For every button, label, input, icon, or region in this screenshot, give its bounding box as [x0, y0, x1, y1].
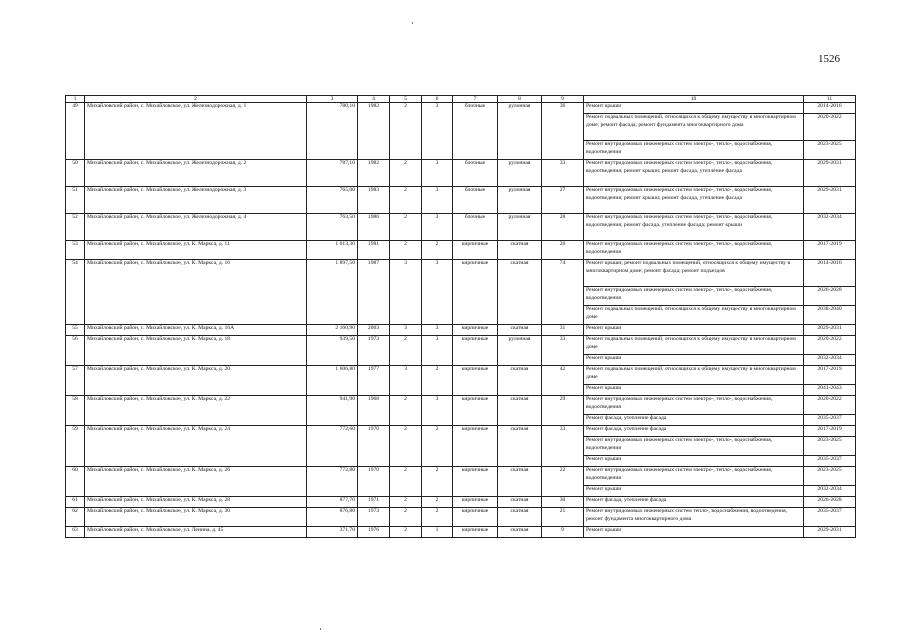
work-period-cell: 2038-2040	[804, 306, 856, 325]
floors-cell: 2	[390, 426, 422, 467]
work-period-cell: 2032-2034	[804, 214, 856, 241]
column-header: 9	[542, 96, 584, 103]
area-cell: 876,80	[307, 508, 358, 527]
year-cell: 1970	[358, 467, 390, 497]
work-period-cell: 2041-2043	[804, 385, 856, 396]
flats-cell: 21	[542, 508, 584, 527]
area-cell: 772,80	[307, 467, 358, 497]
page-number: 1526	[818, 53, 840, 65]
work-period-cell: 2032-2034	[804, 355, 856, 366]
column-header: 6	[422, 96, 453, 103]
address-cell: Михайловский район, с. Михайловское, ул. Железнодорожная, д. 3	[85, 187, 307, 214]
entrances-cell: 2	[422, 426, 453, 467]
wall-material-cell: кирпичные	[453, 508, 498, 527]
area-cell: 787,10	[307, 160, 358, 187]
work-type-cell: Ремонт крыши	[584, 456, 804, 467]
row-number-cell: 63	[66, 527, 85, 538]
wall-material-cell: кирпичные	[453, 366, 498, 396]
entrances-cell: 1	[422, 527, 453, 538]
address-cell: Михайловский район, с. Михайловское, ул. К. Маркса, д. 30	[85, 508, 307, 527]
row-number-cell: 55	[66, 325, 85, 336]
year-cell: 1982	[358, 103, 390, 160]
work-type-cell: Ремонт внутридомовых инженерных систем электро-, тепло-, водоснабжения, водоотведения; ремонт крыши; ремонт фасада, утепление фасада	[584, 187, 804, 214]
wall-material-cell: кирпичные	[453, 467, 498, 497]
area-cell: 877,70	[307, 497, 358, 508]
row-number-cell: 59	[66, 426, 85, 467]
table-row	[66, 467, 856, 486]
work-period-cell: 2020-2022	[804, 336, 856, 355]
floors-cell: 2	[390, 396, 422, 426]
column-header: 10	[584, 96, 804, 103]
work-period-cell: 2029-2031	[804, 187, 856, 214]
area-cell: 780,10	[307, 103, 358, 160]
roof-type-cell: рулонная	[498, 160, 542, 187]
work-period-cell: 2017-2019	[804, 426, 856, 437]
area-cell: 941,90	[307, 396, 358, 426]
flats-cell: 30	[542, 497, 584, 508]
table-row	[66, 260, 856, 287]
roof-type-cell: скатная	[498, 260, 542, 325]
year-cell: 1977	[358, 366, 390, 396]
area-cell: 2 160,90	[307, 325, 358, 336]
wall-material-cell: блочные	[453, 160, 498, 187]
floors-cell: 2	[390, 241, 422, 260]
table-row	[66, 527, 856, 538]
flats-cell: 31	[542, 325, 584, 336]
row-number-cell: 54	[66, 260, 85, 325]
year-cell: 1987	[358, 260, 390, 325]
roof-type-cell: рулонная	[498, 187, 542, 214]
work-type-cell: Ремонт внутридомовых инженерных систем электро-, тепло-, водоснабжения, водоотведения	[584, 467, 804, 486]
wall-material-cell: кирпичные	[453, 497, 498, 508]
column-header: 5	[390, 96, 422, 103]
row-number-cell: 52	[66, 214, 85, 241]
floors-cell: 2	[390, 187, 422, 214]
entrances-cell: 2	[422, 366, 453, 396]
roof-type-cell: скатная	[498, 527, 542, 538]
table-row	[66, 187, 856, 214]
wall-material-cell: блочные	[453, 103, 498, 160]
work-type-cell: Ремонт внутридомовых инженерных систем тепло-, водоснабжения, водоотведения, ремонт фундамента многоквартирного дома	[584, 508, 804, 527]
address-cell: Михайловский район, с. Михайловское, ул. К. Маркса, д. 28	[85, 497, 307, 508]
area-cell: 1 606,80	[307, 366, 358, 396]
flats-cell: 33	[542, 426, 584, 467]
roof-type-cell: скатная	[498, 497, 542, 508]
work-period-cell: 2026-2028	[804, 497, 856, 508]
wall-material-cell: кирпичные	[453, 426, 498, 467]
year-cell: 1973	[358, 336, 390, 366]
wall-material-cell: кирпичные	[453, 325, 498, 336]
flats-cell: 27	[542, 187, 584, 214]
entrances-cell: 3	[422, 160, 453, 187]
table-row	[66, 160, 856, 187]
roof-type-cell: скатная	[498, 396, 542, 426]
work-period-cell: 2020-2022	[804, 396, 856, 415]
work-type-cell: Ремонт подвальных помещений, относящихся к общему имуществу в многоквартирном доме	[584, 336, 804, 355]
work-type-cell: Ремонт крыши	[584, 486, 804, 497]
flats-cell: 29	[542, 396, 584, 426]
table-row	[66, 103, 856, 114]
work-period-cell: 2035-2037	[804, 415, 856, 426]
address-cell: Михайловский район, с. Михайловское, ул. Железнодорожная, д. 4	[85, 214, 307, 241]
work-type-cell: Ремонт фасада, утепление фасада	[584, 426, 804, 437]
entrances-cell: 3	[422, 336, 453, 366]
wall-material-cell: кирпичные	[453, 260, 498, 325]
wall-material-cell: блочные	[453, 214, 498, 241]
table-row	[66, 426, 856, 437]
entrances-cell: 2	[422, 497, 453, 508]
area-cell: 765,00	[307, 187, 358, 214]
roof-type-cell: скатная	[498, 467, 542, 497]
entrances-cell: 3	[422, 325, 453, 336]
work-period-cell: 2029-2031	[804, 325, 856, 336]
year-cell: 1982	[358, 160, 390, 187]
work-period-cell: 2014-2016	[804, 103, 856, 114]
row-number-cell: 51	[66, 187, 85, 214]
address-cell: Михайловский район, с. Михайловское, ул. К. Маркса, д. 16А	[85, 325, 307, 336]
work-type-cell: Ремонт внутридомовых инженерных систем электро-, тепло-, водоснабжения, водоотведения; ремонт крыши; ремонт фасада, утепление фасада	[584, 160, 804, 187]
column-header: 3	[307, 96, 358, 103]
address-cell: Михайловский район, с. Михайловское, ул. К. Маркса, д. 20	[85, 366, 307, 396]
flats-cell: 33	[542, 336, 584, 366]
work-period-cell: 2035-2037	[804, 456, 856, 467]
repair-schedule-table	[65, 95, 856, 538]
work-period-cell: 2017-2019	[804, 366, 856, 385]
column-header: 4	[358, 96, 390, 103]
floors-cell: 2	[390, 103, 422, 160]
work-period-cell: 2020-2022	[804, 114, 856, 141]
roof-type-cell: скатная	[498, 241, 542, 260]
row-number-cell: 50	[66, 160, 85, 187]
year-cell: 1983	[358, 187, 390, 214]
year-cell: 1970	[358, 426, 390, 467]
year-cell: 2003	[358, 325, 390, 336]
roof-type-cell: скатная	[498, 426, 542, 467]
wall-material-cell: кирпичные	[453, 241, 498, 260]
work-type-cell: Ремонт крыши	[584, 527, 804, 538]
scan-dot	[412, 22, 413, 24]
entrances-cell: 2	[422, 241, 453, 260]
year-cell: 1968	[358, 396, 390, 426]
work-type-cell: Ремонт подвальных помещений, относящихся к общему имуществу в многоквартирном доме; ремонт фасада; ремонт фундамента многоквартирного дома	[584, 114, 804, 141]
floors-cell: 2	[390, 160, 422, 187]
column-header: 8	[498, 96, 542, 103]
work-type-cell: Ремонт подвальных помещений, относящихся к общему имуществу в многоквартирном доме	[584, 366, 804, 385]
work-period-cell: 2023-2025	[804, 467, 856, 486]
address-cell: Михайловский район, с. Михайловское, ул. К. Маркса, д. 26	[85, 467, 307, 497]
entrances-cell: 2	[422, 467, 453, 497]
work-period-cell: 2023-2025	[804, 141, 856, 160]
entrances-cell: 3	[422, 260, 453, 325]
column-header: 1	[66, 96, 85, 103]
wall-material-cell: блочные	[453, 187, 498, 214]
work-period-cell: 2014-2016	[804, 260, 856, 287]
roof-type-cell: скатная	[498, 508, 542, 527]
year-cell: 1986	[358, 214, 390, 241]
work-type-cell: Ремонт внутридомовых инженерных систем электро-, тепло-, водоснабжения, водоотведения	[584, 437, 804, 456]
flats-cell: 22	[542, 467, 584, 497]
work-type-cell: Ремонт фасада, утепление фасада	[584, 415, 804, 426]
flats-cell: 28	[542, 214, 584, 241]
flats-cell: 9	[542, 527, 584, 538]
scan-dot	[320, 628, 321, 630]
address-cell: Михайловский район, с. Михайловское, ул. К. Маркса, д. 22	[85, 396, 307, 426]
work-period-cell: 2017-2019	[804, 241, 856, 260]
row-number-cell: 56	[66, 336, 85, 366]
floors-cell: 3	[390, 260, 422, 325]
table-row	[66, 508, 856, 527]
floors-cell: 2	[390, 467, 422, 497]
area-cell: 939,50	[307, 336, 358, 366]
wall-material-cell: кирпичные	[453, 527, 498, 538]
work-period-cell: 2026-2028	[804, 287, 856, 306]
row-number-cell: 60	[66, 467, 85, 497]
flats-cell: 36	[542, 103, 584, 160]
entrances-cell: 2	[422, 508, 453, 527]
roof-type-cell: скатная	[498, 325, 542, 336]
work-type-cell: Ремонт крыши; ремонт подвальных помещений, относящихся к общему имуществу в многоквартирном доме; ремонт фасада; ремонт подъездов	[584, 260, 804, 287]
area-cell: 371,70	[307, 527, 358, 538]
area-cell: 1 013,30	[307, 241, 358, 260]
floors-cell: 2	[390, 497, 422, 508]
roof-type-cell: рулонная	[498, 214, 542, 241]
work-type-cell: Ремонт фасада, утепление фасада	[584, 497, 804, 508]
row-number-cell: 53	[66, 241, 85, 260]
entrances-cell: 3	[422, 214, 453, 241]
table-row	[66, 366, 856, 385]
floors-cell: 3	[390, 325, 422, 336]
work-type-cell: Ремонт крыши	[584, 325, 804, 336]
column-header: 2	[85, 96, 307, 103]
address-cell: Михайловский район, с. Михайловское, ул. К. Маркса, д. 11	[85, 241, 307, 260]
row-number-cell: 57	[66, 366, 85, 396]
area-cell: 1 897,50	[307, 260, 358, 325]
address-cell: Михайловский район, с. Михайловское, ул. К. Маркса, д. 18	[85, 336, 307, 366]
work-type-cell: Ремонт подвальных помещений, относящихся к общему имуществу в многоквартирном доме	[584, 306, 804, 325]
work-type-cell: Ремонт внутридомовых инженерных систем электро-, тепло-, водоснабжения, водоотведения	[584, 141, 804, 160]
column-header: 11	[804, 96, 856, 103]
address-cell: Михайловский район, с. Михайловское, ул. К. Маркса, д. 16	[85, 260, 307, 325]
year-cell: 1973	[358, 508, 390, 527]
year-cell: 1971	[358, 497, 390, 508]
address-cell: Михайловский район, с. Михайловское, ул. Железнодорожная, д. 2	[85, 160, 307, 187]
area-cell: 772,60	[307, 426, 358, 467]
work-type-cell: Ремонт внутридомовых инженерных систем электро-, тепло-, водоснабжения, водоотведения; ремонт фасада, утепление фасада; ремонт крыши	[584, 214, 804, 241]
floors-cell: 2	[390, 336, 422, 366]
area-cell: 763,50	[307, 214, 358, 241]
flats-cell: 74	[542, 260, 584, 325]
wall-material-cell: кирпичные	[453, 396, 498, 426]
header-row	[66, 96, 856, 103]
work-type-cell: Ремонт внутридомовых инженерных систем электро-, тепло-, водоснабжения, водоотведения	[584, 241, 804, 260]
roof-type-cell: рулонная	[498, 103, 542, 160]
floors-cell: 2	[390, 508, 422, 527]
work-period-cell: 2029-2031	[804, 160, 856, 187]
year-cell: 1981	[358, 241, 390, 260]
floors-cell: 2	[390, 214, 422, 241]
work-type-cell: Ремонт крыши	[584, 385, 804, 396]
row-number-cell: 58	[66, 396, 85, 426]
floors-cell: 2	[390, 527, 422, 538]
roof-type-cell: скатная	[498, 366, 542, 396]
table-row	[66, 336, 856, 355]
work-type-cell: Ремонт внутридомовых инженерных систем электро-, тепло-, водоснабжения, водоотведения	[584, 287, 804, 306]
row-number-cell: 62	[66, 508, 85, 527]
column-header: 7	[453, 96, 498, 103]
work-period-cell: 2023-2025	[804, 437, 856, 456]
wall-material-cell: кирпичные	[453, 336, 498, 366]
flats-cell: 26	[542, 241, 584, 260]
address-cell: Михайловский район, с. Михайловское, ул. Ленина, д. 45	[85, 527, 307, 538]
table-row	[66, 241, 856, 260]
work-type-cell: Ремонт крыши	[584, 103, 804, 114]
work-period-cell: 2029-2031	[804, 527, 856, 538]
table-row	[66, 325, 856, 336]
roof-type-cell: рулонная	[498, 336, 542, 366]
flats-cell: 42	[542, 366, 584, 396]
work-period-cell: 2032-2034	[804, 486, 856, 497]
entrances-cell: 3	[422, 396, 453, 426]
entrances-cell: 3	[422, 103, 453, 160]
table-row	[66, 497, 856, 508]
row-number-cell: 49	[66, 103, 85, 160]
table-row	[66, 396, 856, 415]
table-row	[66, 214, 856, 241]
address-cell: Михайловский район, с. Михайловское, ул. К. Маркса, д. 24	[85, 426, 307, 467]
entrances-cell: 3	[422, 187, 453, 214]
work-type-cell: Ремонт крыши	[584, 355, 804, 366]
row-number-cell: 61	[66, 497, 85, 508]
year-cell: 1976	[358, 527, 390, 538]
address-cell: Михайловский район, с. Михайловское, ул. Железнодорожная, д. 1	[85, 103, 307, 160]
work-period-cell: 2035-2037	[804, 508, 856, 527]
flats-cell: 33	[542, 160, 584, 187]
floors-cell: 3	[390, 366, 422, 396]
work-type-cell: Ремонт внутридомовых инженерных систем электро-, тепло-, водоснабжения, водоотведения	[584, 396, 804, 415]
